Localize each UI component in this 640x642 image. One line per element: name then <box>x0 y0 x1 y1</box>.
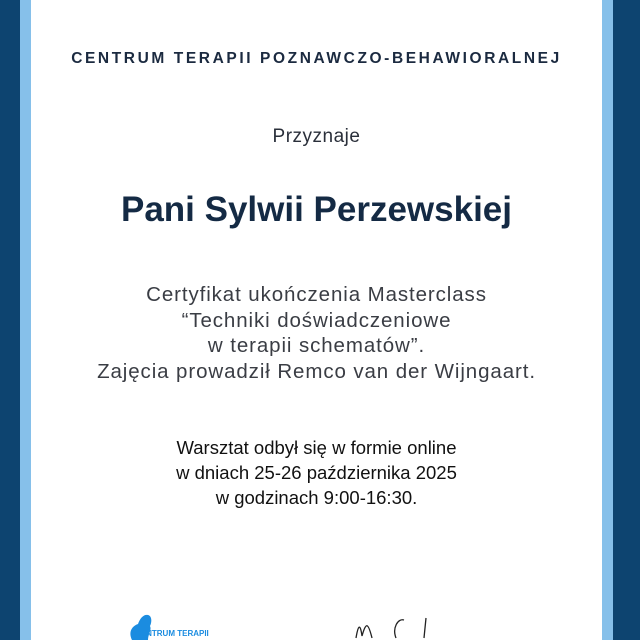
recipient-name: Pani Sylwii Perzewskiej <box>120 190 513 229</box>
details-line: Warsztat odbył się w formie online <box>176 437 457 458</box>
workshop-details <box>31 435 602 510</box>
description-line: w terapii schematów”. <box>207 334 426 357</box>
border-dark-left <box>0 0 20 640</box>
logo-text: CENTRUM TERAPII <box>135 629 209 638</box>
border-dark-right <box>613 0 640 640</box>
description-line: Certyfikat ukończenia Masterclass <box>146 283 487 306</box>
description-line: Zajęcia prowadził Remco van der Wijngaart. <box>97 359 536 383</box>
details-line: w godzinach 9:00-16:30. <box>215 487 418 508</box>
certificate-description <box>31 282 602 384</box>
border-light-left <box>20 0 31 640</box>
grants-label: Przyznaje <box>272 126 361 147</box>
details-line: w dniach 25-26 października 2025 <box>176 462 457 483</box>
border-light-right <box>602 0 613 640</box>
signature <box>352 612 492 640</box>
description-line: “Techniki doświadczeniowe <box>181 308 452 332</box>
organization-title: CENTRUM TERAPII POZNAWCZO-BEHAWIORALNEJ <box>71 50 562 67</box>
